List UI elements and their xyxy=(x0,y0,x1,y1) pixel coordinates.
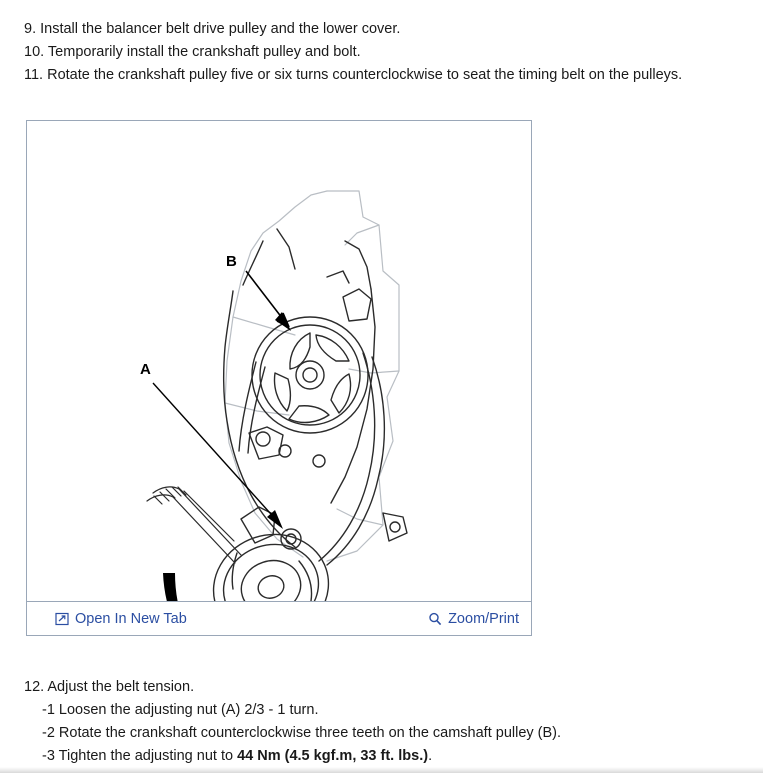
zoom-print-label: Zoom/Print xyxy=(448,610,519,627)
zoom-print-link[interactable] xyxy=(428,611,519,627)
new-tab-icon xyxy=(55,612,69,626)
callout-a-leader xyxy=(153,383,283,529)
instruction-list-top xyxy=(24,18,754,87)
figure-toolbar xyxy=(27,601,531,635)
instruction-step-11: 11. Rotate the crankshaft pulley five or six turns counterclockwise to seat the timing belt on the pulleys. xyxy=(24,67,683,83)
instruction-step-12-3 xyxy=(24,745,754,768)
torque-spec: 44 Nm (4.5 kgf.m, 33 ft. lbs.) xyxy=(237,748,429,764)
instruction-step-10: 10. Temporarily install the crankshaft pulley and bolt. xyxy=(24,44,361,60)
instruction-step-12-2: -2 Rotate the crankshaft counterclockwise three teeth on the camshaft pulley (B). xyxy=(42,725,562,741)
step-12-3-text: -3 Tighten the adjusting nut to xyxy=(42,748,238,764)
callout-b-leader xyxy=(246,271,291,331)
rotation-arrow xyxy=(163,573,251,601)
step-12-3-tail: . xyxy=(428,748,433,764)
instruction-step-9: 9. Install the balancer belt drive pulley and the lower cover. xyxy=(24,21,401,37)
page-bottom-edge xyxy=(0,767,763,773)
callout-label-a: A xyxy=(140,361,151,378)
figure-panel xyxy=(26,120,532,636)
instruction-list-bottom xyxy=(24,676,754,768)
figure-illustration xyxy=(27,121,531,601)
callout-label-b: B xyxy=(226,253,237,270)
open-in-new-tab-label: Open In New Tab xyxy=(75,610,187,627)
open-in-new-tab-link[interactable] xyxy=(55,611,187,627)
magnifier-icon xyxy=(428,612,442,626)
instruction-step-12-1: -1 Loosen the adjusting nut (A) 2/3 - 1 turn. xyxy=(42,702,319,718)
engine-timing-belt-diagram xyxy=(27,121,531,601)
instruction-step-12: 12. Adjust the belt tension. xyxy=(24,679,195,695)
